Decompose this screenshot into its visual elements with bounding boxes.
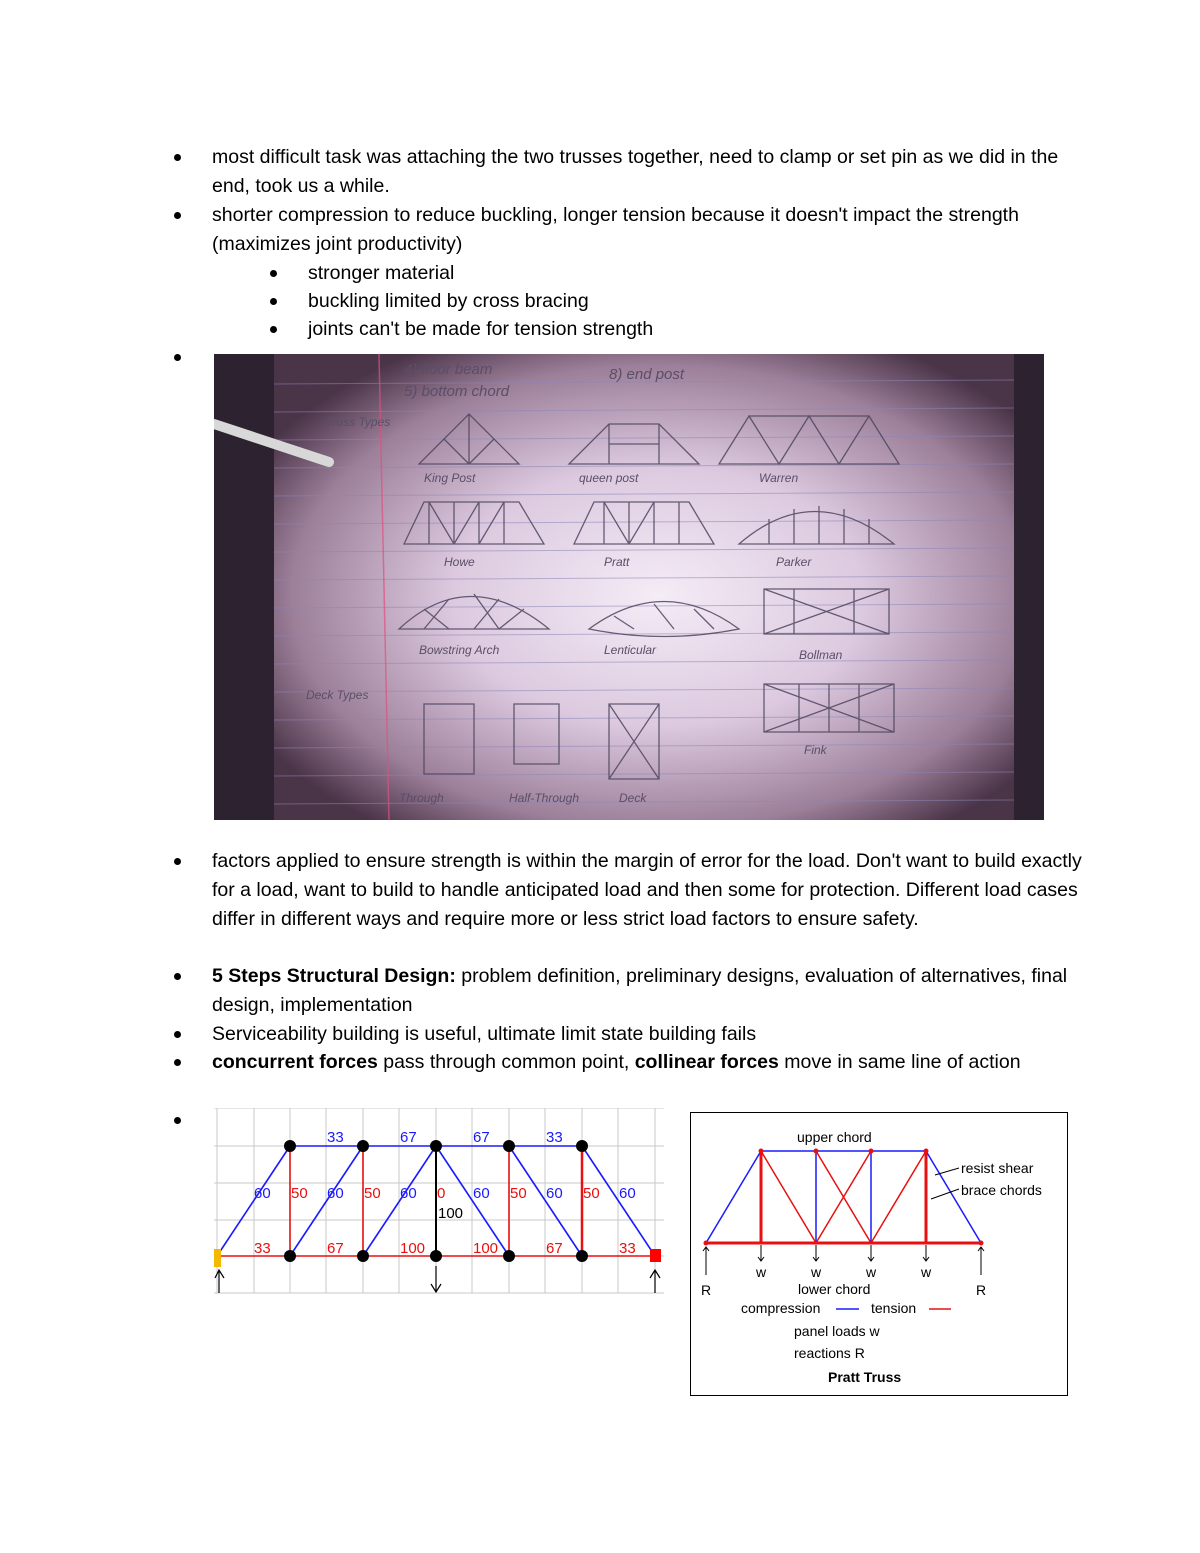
node (430, 1250, 442, 1262)
bullet-icon (174, 1117, 184, 1127)
node (430, 1140, 442, 1152)
arrow-up-icon (215, 1270, 224, 1293)
sketch-label: King Post (424, 471, 476, 485)
label-upper-chord: upper chord (797, 1129, 872, 1145)
label-reactions: reactions R (794, 1345, 865, 1361)
force-label: 33 (327, 1129, 344, 1146)
sketch-label: Howe (444, 555, 475, 569)
sketch-label: Bollman (799, 648, 843, 662)
truss-force-diagram (214, 1108, 664, 1308)
bullet-icon (174, 858, 184, 868)
force-label: 100 (400, 1240, 426, 1257)
note-text: stronger material (308, 262, 455, 284)
sketch-label: Deck (619, 791, 647, 805)
arrow-down-icon (758, 1245, 764, 1261)
sketch-line: 5) bottom chord (404, 383, 510, 400)
node (284, 1140, 296, 1152)
left-support (214, 1249, 221, 1267)
force-label: 50 (510, 1185, 527, 1202)
load-arrows (703, 1168, 984, 1275)
label-brace-chords: brace chords (961, 1182, 1042, 1198)
label-R: R (976, 1282, 987, 1298)
sketch-label: Parker (776, 555, 812, 569)
force-label: 33 (619, 1240, 636, 1257)
force-label: 60 (327, 1185, 344, 1202)
label-R: R (701, 1282, 712, 1298)
bold-term: concurrent forces (212, 1051, 378, 1073)
node (284, 1250, 296, 1262)
label-w: w (811, 1264, 822, 1280)
diagonal (761, 1151, 816, 1243)
sketch-section: Truss Types (326, 415, 391, 429)
sketch-label: Through (399, 791, 444, 805)
force-label: 60 (254, 1185, 271, 1202)
node (503, 1250, 515, 1262)
right-support (650, 1249, 661, 1262)
force-label: 67 (546, 1240, 563, 1257)
bullet-icon (174, 354, 184, 364)
arrow-down-icon (923, 1245, 929, 1261)
sketch-section: Deck Types (306, 688, 369, 702)
note-text-mid: pass through common point, (377, 1051, 635, 1073)
force-label: 60 (619, 1185, 636, 1202)
note-text: buckling limited by cross bracing (308, 290, 589, 312)
label-w: w (756, 1264, 767, 1280)
arrow-down-icon (813, 1245, 819, 1261)
force-label: 67 (473, 1129, 490, 1146)
sketch-label: Fink (804, 743, 827, 757)
reaction-arrows (215, 1266, 660, 1293)
pratt-truss-drawing (691, 1113, 1066, 1394)
arrow-down-icon (868, 1245, 874, 1261)
force-label: 33 (254, 1240, 271, 1257)
note-text: shorter compression to reduce buckling, longer tension because it doesn't impact the strength (maximizes joint productivity) (212, 204, 1019, 255)
label-w: w (921, 1264, 932, 1280)
force-label: 60 (546, 1185, 563, 1202)
arrow-up-icon (650, 1270, 660, 1293)
force-label: 60 (473, 1185, 490, 1202)
pratt-members (706, 1151, 981, 1243)
pratt-title: Pratt Truss (828, 1369, 902, 1385)
note-text-rest: problem definition, preliminary designs, evaluation of alternatives, final design, implementation (212, 965, 1068, 1016)
sketch-label: Bowstring Arch (419, 643, 500, 657)
note-text-rest: move in same line of action (778, 1051, 1021, 1073)
sketch-drawing (214, 354, 1044, 820)
end-post (706, 1151, 761, 1243)
force-label: 50 (364, 1185, 381, 1202)
bullet-icon (270, 270, 280, 280)
force-label: 33 (546, 1129, 563, 1146)
sketch-line: 8) end post (609, 366, 685, 383)
bullet-icon (174, 154, 184, 164)
force-label: 60 (400, 1185, 417, 1202)
bullet-icon (174, 973, 184, 983)
sketch-label: Half-Through (509, 791, 580, 805)
force-label: 0 (437, 1185, 446, 1202)
bullet-icon (174, 1031, 184, 1041)
sketch-label: Warren (759, 471, 799, 485)
force-label: 50 (291, 1185, 308, 1202)
force-label: 50 (583, 1185, 600, 1202)
sketch-label: Pratt (604, 555, 630, 569)
arrow-down-icon (431, 1266, 441, 1292)
label-panel-loads: panel loads w (794, 1323, 880, 1339)
note-text: most difficult task was attaching the two trusses together, need to clamp or set pin as we did in the end, took us a while. (212, 146, 1059, 197)
sketch-label: Lenticular (604, 643, 657, 657)
node (576, 1140, 588, 1152)
sketch-line: 4) floor beam (404, 361, 493, 378)
pratt-truss-diagram (690, 1112, 1068, 1396)
label-tension: tension (871, 1300, 917, 1316)
node (357, 1140, 369, 1152)
load-label: 100 (438, 1205, 464, 1222)
diagonal (871, 1151, 926, 1243)
label-lower-chord: lower chord (798, 1281, 871, 1297)
label-w: w (866, 1264, 877, 1280)
force-label: 100 (473, 1240, 499, 1257)
arrow-up-icon (703, 1247, 709, 1275)
label-compression: compression (741, 1300, 821, 1316)
leader-line (931, 1189, 959, 1199)
bold-term: 5 Steps Structural Design: (212, 965, 456, 987)
label-resist-shear: resist shear (961, 1160, 1034, 1176)
force-label: 67 (327, 1240, 344, 1257)
force-label: 67 (400, 1129, 417, 1146)
bullet-icon (174, 212, 184, 222)
note-text: Serviceability building is useful, ultimate limit state building fails (212, 1023, 757, 1045)
bullet-icon (174, 1059, 184, 1069)
node (576, 1250, 588, 1262)
note-text: factors applied to ensure strength is within the margin of error for the load. Don't want to build exactly for a load, want to build to handle anticipated load and then some for protection. Different load cases differ in different ways and require more or less strict load factors to ensure safety. (212, 850, 1082, 930)
node (503, 1140, 515, 1152)
node (357, 1250, 369, 1262)
sketch-label: queen post (579, 471, 639, 485)
note-text (212, 962, 1082, 1020)
bold-term: collinear forces (634, 1051, 779, 1073)
arrow-up-icon (978, 1247, 984, 1275)
truss-sketch-photo (214, 354, 1044, 820)
bullet-icon (270, 298, 280, 308)
note-text: joints can't be made for tension strength (308, 318, 654, 340)
note-text (212, 1048, 1082, 1077)
bullet-icon (270, 326, 280, 336)
